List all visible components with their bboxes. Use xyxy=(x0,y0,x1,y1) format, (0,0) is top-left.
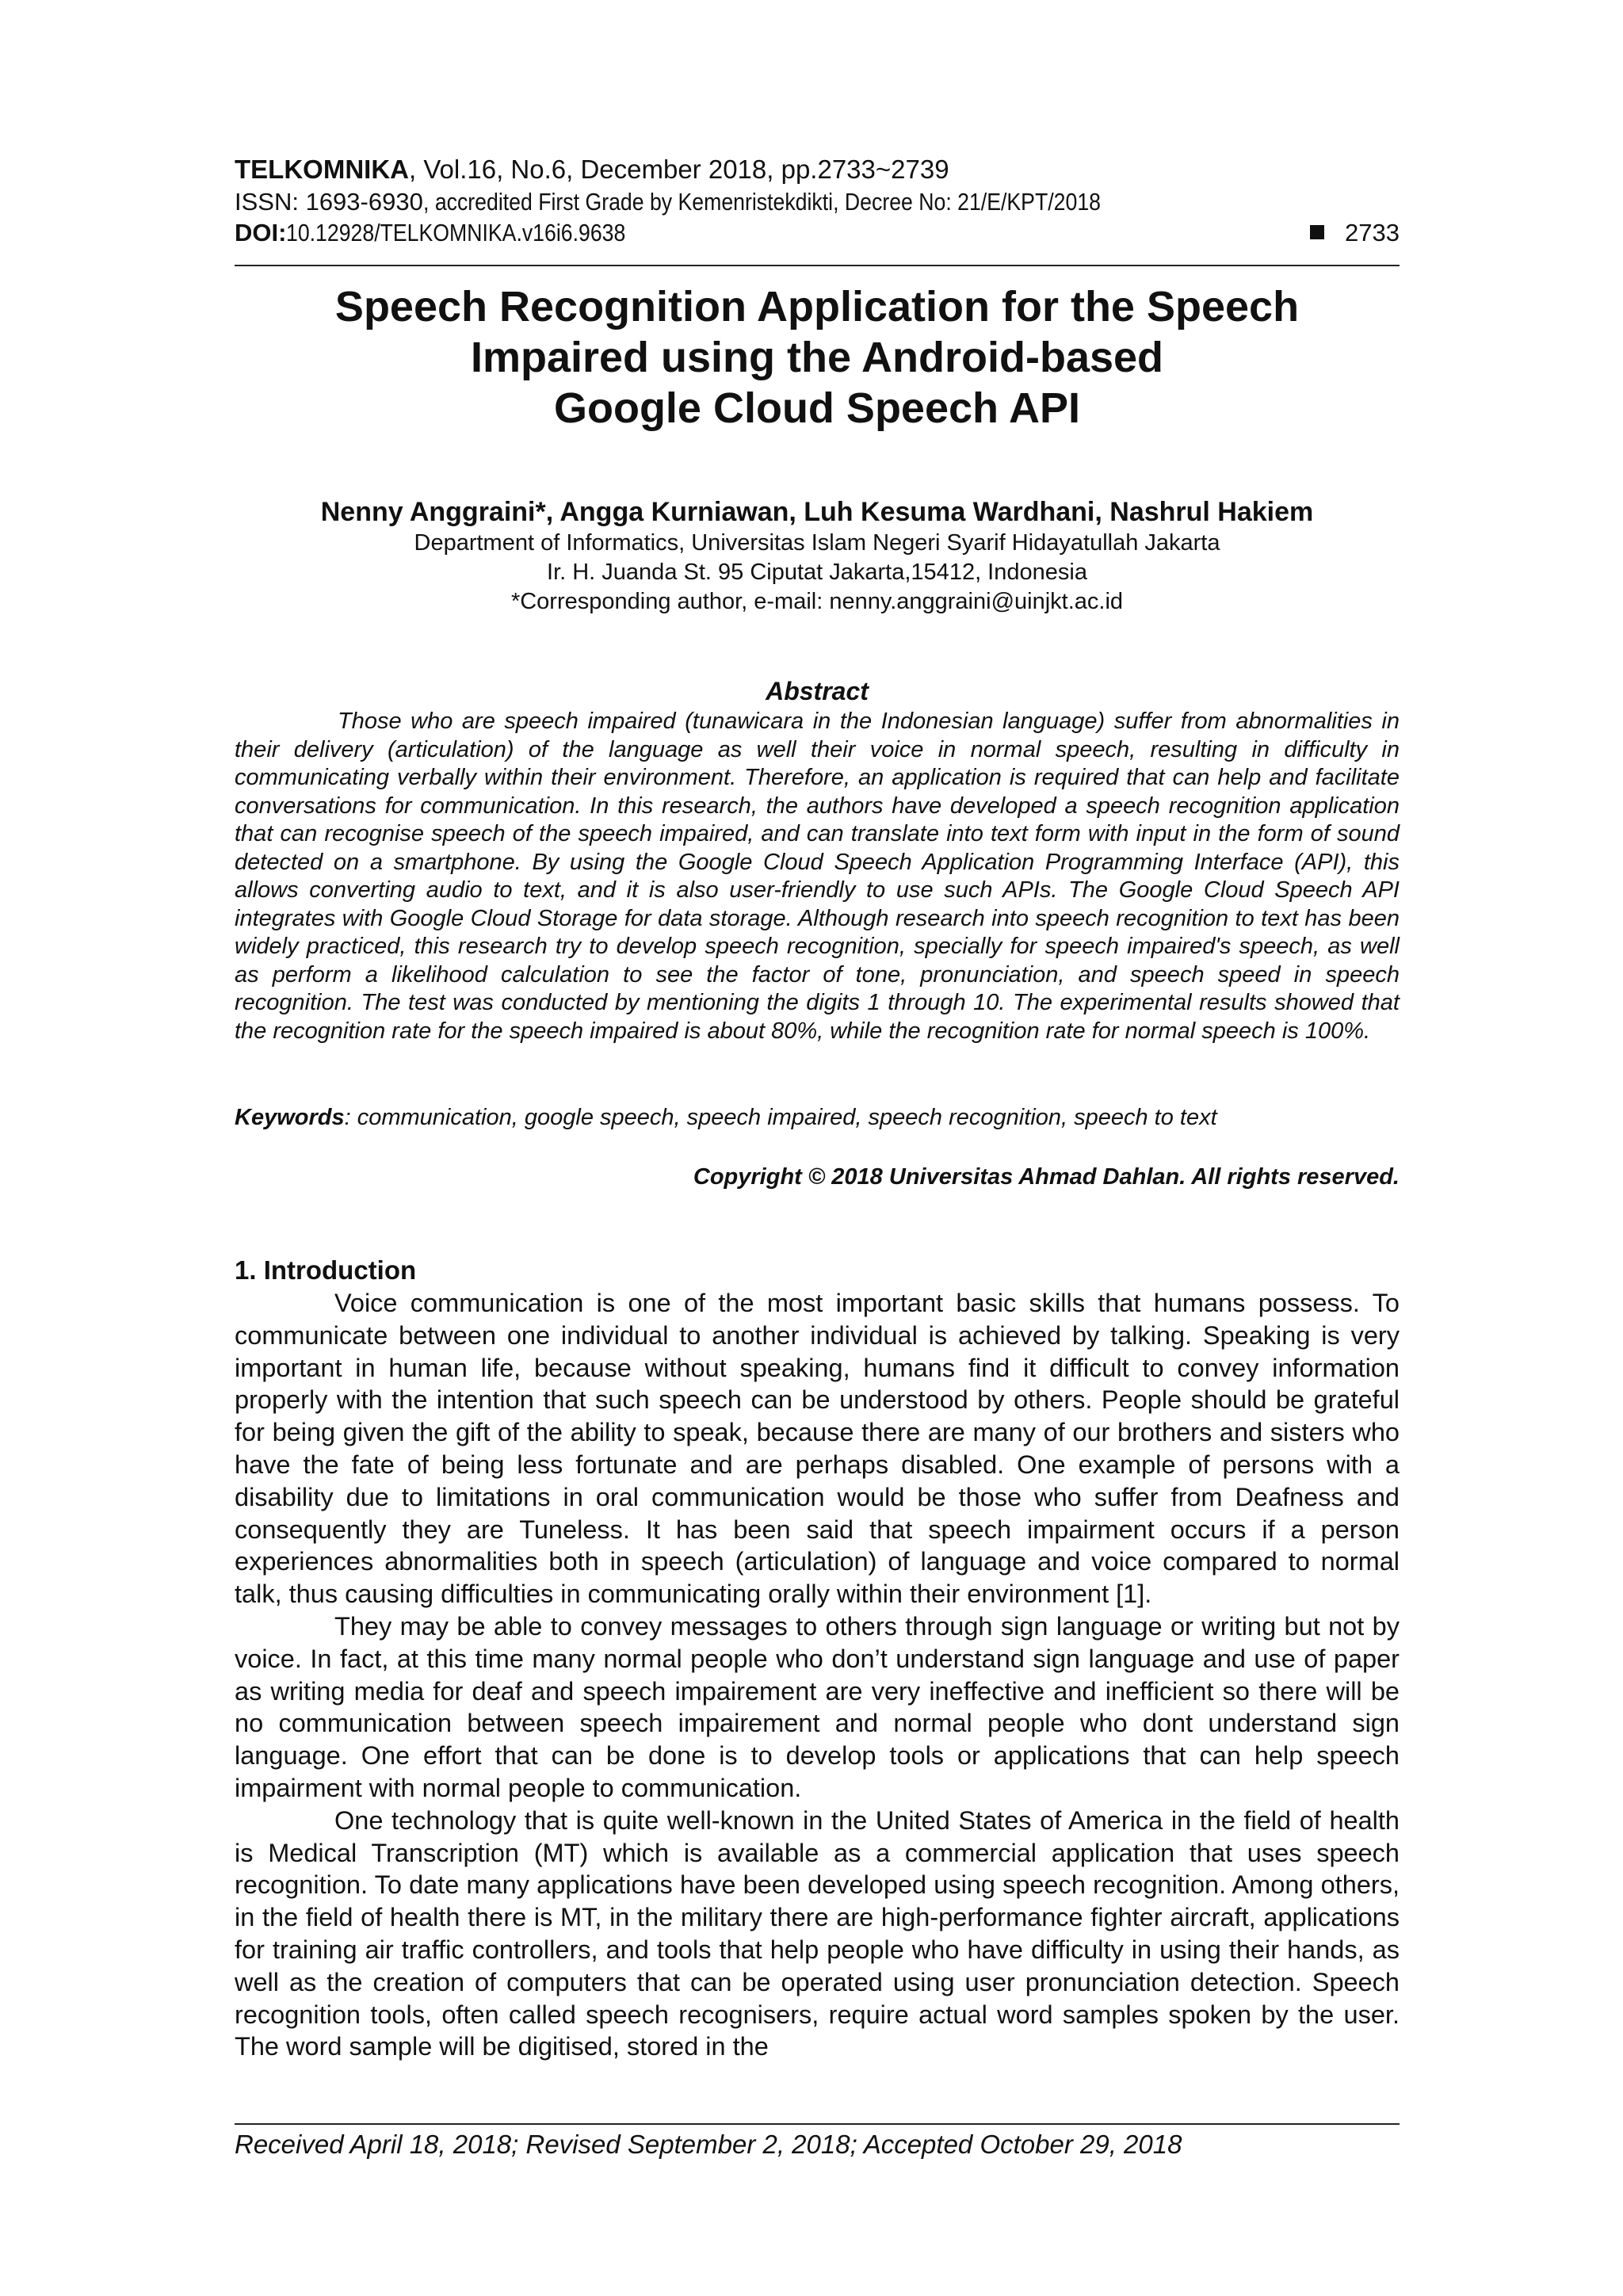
keywords-label: Keywords xyxy=(235,1105,345,1130)
volume-info: , Vol.16, No.6, December 2018, pp.2733~2739 xyxy=(408,155,949,184)
author-block xyxy=(235,495,1400,617)
issn-note: , accredited First Grade by Kemenristekdikti, Decree No: 21/E/KPT/2018 xyxy=(422,188,1101,216)
abstract-heading: Abstract xyxy=(766,677,869,705)
journal-line xyxy=(235,155,1400,184)
section-heading-introduction: 1. Introduction xyxy=(235,1255,417,1285)
issn-line xyxy=(235,188,1400,216)
journal-name: TELKOMNIKA xyxy=(235,155,409,184)
author-names: Nenny Anggraini*, Angga Kurniawan, Luh Kesuma Wardhani, Nashrul Hakiem xyxy=(320,497,1314,527)
square-bullet-icon xyxy=(1310,225,1324,239)
keywords-text: : communication, google speech, speech impaired, speech recognition, speech to text xyxy=(344,1105,1217,1130)
title-line-2: Impaired using the Android-based xyxy=(470,334,1164,381)
abstract-text: Those who are speech impaired (tunawicara in the Indonesian language) suffer from abnormalities in their delivery (articulation) of the language as well their voice in normal speech, resulting in difficulty in communicating verbally within their environment. Therefore, an application is required that can help and facilitate conversations for communication. In this research, the authors have developed a speech recognition application that can recognise speech of the speech impaired, and can translate into text form with input in the form of sound detected on a smartphone. By using the Google Cloud Speech Application Programming Interface (API), this allows converting audio to text, and it is also user-friendly to use such APIs. The Google Cloud Speech API integrates with Google Cloud Storage for data storage. Although research into speech recognition to text has been widely practiced, this research try to develop speech recognition, specially for speech impaired's speech, as well as perform a likelihood calculation to see the factor of tone, pronunciation, and speech speed in speech recognition. The test was conducted by mentioning the digits 1 through 10. The experimental results showed that the recognition rate for the speech impaired is about 80%, while the recognition rate for normal speech is 100%. xyxy=(235,709,1400,1044)
received-dates: Received April 18, 2018; Revised September 2, 2018; Accepted October 29, 2018 xyxy=(235,2130,1182,2159)
paragraph: One technology that is quite well-known in the United States of America in the field of health is Medical Transcription (MT) which is available as a commercial application that uses speech recognition. To date many applications have been developed using speech recognition. Among others, in the field of health there is MT, in the military there are high-performance fighter aircraft, applications for training air traffic controllers, and tools that help people who have difficulty in using their hands, as well as the creation of computers that can be operated using user pronunciation detection. Speech recognition tools, often called speech recognisers, require actual word samples spoken by the user. The word sample will be digitised, stored in the xyxy=(235,1805,1400,2061)
copyright-notice: Copyright © 2018 Universitas Ahmad Dahlan. All rights reserved. xyxy=(693,1164,1400,1190)
issn: ISSN: 1693-6930 xyxy=(235,188,423,216)
introduction-body xyxy=(235,1287,1400,2063)
page-number xyxy=(1310,219,1400,247)
footer-divider xyxy=(235,2123,1400,2125)
title-line-3: Google Cloud Speech API xyxy=(553,384,1081,432)
department: Department of Informatics, Universitas Islam Negeri Syarif Hidayatullah Jakarta xyxy=(414,530,1220,556)
paragraph: Voice communication is one of the most important basic skills that humans possess. To communicate between one individual to another individual is achieved by talking. Speaking is very important in human life, because without speaking, humans find it difficult to convey information properly with the intention that such speech can be understood by others. People should be grateful for being given the gift of the ability to speak, because there are many of our brothers and sisters who have the fate of being less fortunate and are perhaps disabled. One example of persons with a disability due to limitations in oral communication would be those who suffer from Deafness and consequently they are Tuneless. It has been said that speech impairment occurs if a person experiences abnormalities both in speech (articulation) of language and voice compared to normal talk, thus causing difficulties in communicating orally within their environment [1]. xyxy=(235,1289,1400,1609)
title-line-1: Speech Recognition Application for the Speech xyxy=(334,283,1300,330)
paper-title xyxy=(235,281,1400,434)
keywords xyxy=(235,1103,1400,1132)
doi-line xyxy=(235,219,1400,247)
doi-value: 10.12928/TELKOMNIKA.v16i6.9638 xyxy=(286,219,626,246)
doi-label: DOI: xyxy=(235,219,287,246)
corresponding-author: *Corresponding author, e-mail: nenny.anggraini@uinjkt.ac.id xyxy=(510,589,1124,614)
address: Ir. H. Juanda St. 95 Ciputat Jakarta,15412, Indonesia xyxy=(547,560,1087,585)
header-divider xyxy=(235,265,1400,266)
paragraph: They may be able to convey messages to others through sign language or writing but not by voice. In fact, at this time many normal people who don’t understand sign language and use of paper as writing media for deaf and speech impairement are very ineffective and inefficient so there will be no communication between speech impairement and normal people who dont understand sign language. One effort that can be done is to develop tools or applications that can help speech impairment with normal people to communication. xyxy=(235,1611,1400,1802)
page-number-value: 2733 xyxy=(1345,219,1400,246)
